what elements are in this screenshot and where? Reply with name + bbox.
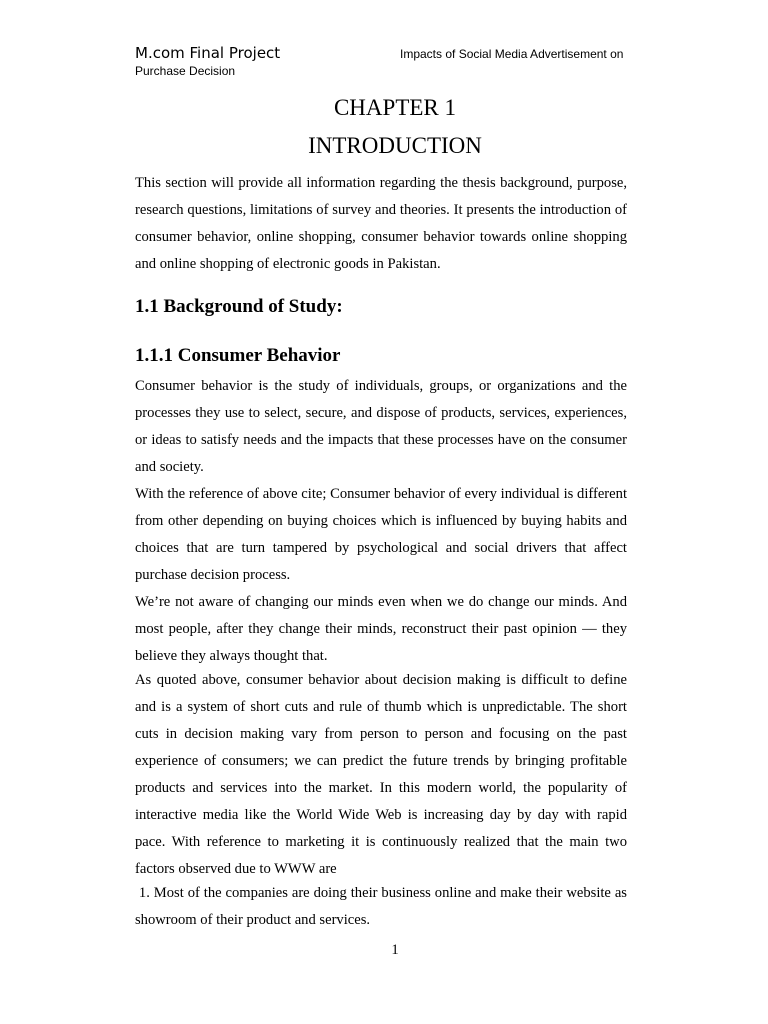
section-heading-background: 1.1 Background of Study: — [135, 296, 343, 317]
header-thesis-title-continued: Purchase Decision — [135, 64, 236, 78]
header-project-label: M.com Final Project — [135, 44, 281, 62]
header-thesis-title: Impacts of Social Media Advertisement on — [400, 47, 624, 61]
body-paragraph: As quoted above, consumer behavior about decision making is difficult to define and is a system of short cuts and rule of thumb which is unpredictable. The short cuts in decision making vary from person to person and focusing on the past experience of consumers; we can predict the future trends by bringing profitable products and services into the market. In this modern world, the popularity of interactive media like the World Wide Web is increasing day by day with rapid pace. With reference to marketing it is continuously realized that the main two factors observed due to WWW are — [135, 672, 627, 877]
body-paragraph: We’re not aware of changing our minds even when we do change our minds. And most people, after they change their minds, reconstruct their past opinion — they believe they always thought that. — [135, 594, 627, 664]
chapter-title: INTRODUCTION — [308, 133, 482, 158]
running-header — [135, 44, 635, 84]
body-paragraph: With the reference of above cite; Consumer behavior of every individual is different from other depending on buying choices which is influenced by buying habits and choices that are turn tampered by psychological and social drivers that affect purchase decision process. — [135, 486, 627, 583]
subsection-heading-consumer-behavior: 1.1.1 Consumer Behavior — [135, 345, 341, 366]
intro-paragraph: This section will provide all information regarding the thesis background, purpose, research questions, limitations of survey and theories. It presents the introduction of consumer behavior, online shopping, consumer behavior towards online shopping and online shopping of electronic goods in Pakistan. — [135, 175, 627, 272]
body-paragraph: Consumer behavior is the study of individuals, groups, or organizations and the processes they use to select, secure, and dispose of products, services, experiences, or ideas to satisfy needs and the impacts that these processes have on the consumer and society. — [135, 378, 627, 475]
page-number: 1 — [391, 942, 399, 958]
chapter-number: CHAPTER 1 — [333, 95, 457, 120]
numbered-list-item: 1. Most of the companies are doing their business online and make their website as showroom of their product and services. — [135, 885, 631, 928]
